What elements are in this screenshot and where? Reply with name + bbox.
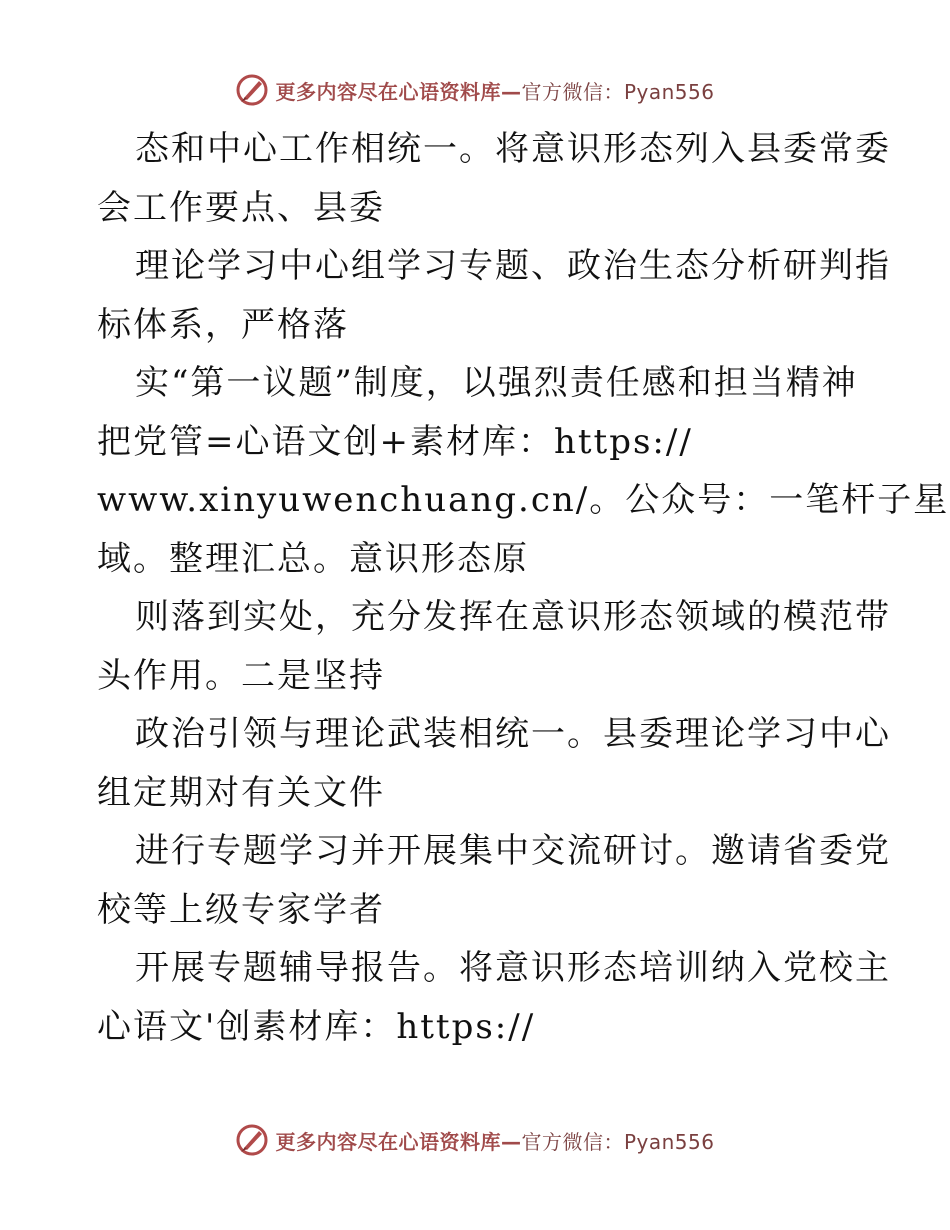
footer-banner bbox=[0, 1120, 950, 1160]
body-line: www.xinyuwenchuang.cn/。公众号：一笔杆子星 bbox=[97, 480, 950, 520]
header-banner-main: 更多内容尽在心语资料库 bbox=[275, 79, 501, 104]
quill-logo-icon bbox=[235, 73, 269, 107]
body-line: 域。整理汇总。意识形态原 bbox=[97, 538, 529, 579]
body-line: 把党管=心语文创+素材库：https:// bbox=[97, 421, 693, 462]
footer-banner-sep: — bbox=[500, 1129, 522, 1154]
header-banner-contact: 官方微信：Pyan556 bbox=[521, 79, 715, 104]
body-line: 校等上级专家学者 bbox=[97, 889, 385, 930]
header-banner bbox=[0, 70, 950, 110]
header-banner-sep: — bbox=[500, 79, 522, 104]
body-line: 理论学习中心组学习专题、政治生态分析研判指 bbox=[135, 246, 891, 286]
body-line: 开展专题辅导报告。将意识形态培训纳入党校主 bbox=[135, 948, 891, 988]
body-line: 组定期对有关文件 bbox=[97, 772, 385, 813]
body-line: 政治引领与理论武装相统一。县委理论学习中心 bbox=[135, 714, 891, 754]
body-line: 则落到实处，充分发挥在意识形态领域的模范带 bbox=[135, 597, 891, 637]
body-line: 态和中心工作相统一。将意识形态列入县委常委 bbox=[135, 129, 891, 169]
body-line: 会工作要点、县委 bbox=[97, 187, 385, 228]
footer-banner-main: 更多内容尽在心语资料库 bbox=[275, 1129, 501, 1154]
footer-banner-contact: 官方微信：Pyan556 bbox=[521, 1129, 715, 1154]
header-banner-text bbox=[275, 76, 714, 105]
body-line: 进行专题学习并开展集中交流研讨。邀请省委党 bbox=[135, 831, 891, 871]
body-line: 头作用。二是坚持 bbox=[97, 655, 385, 696]
document-body bbox=[97, 120, 950, 1056]
body-line: 实“第一议题”制度，以强烈责任感和担当精神 bbox=[135, 363, 858, 403]
body-line: 心语文'创素材库：https:// bbox=[97, 1006, 536, 1047]
quill-logo-icon bbox=[235, 1123, 269, 1157]
footer-banner-text bbox=[275, 1126, 714, 1155]
body-line: 标体系，严格落 bbox=[97, 304, 349, 345]
